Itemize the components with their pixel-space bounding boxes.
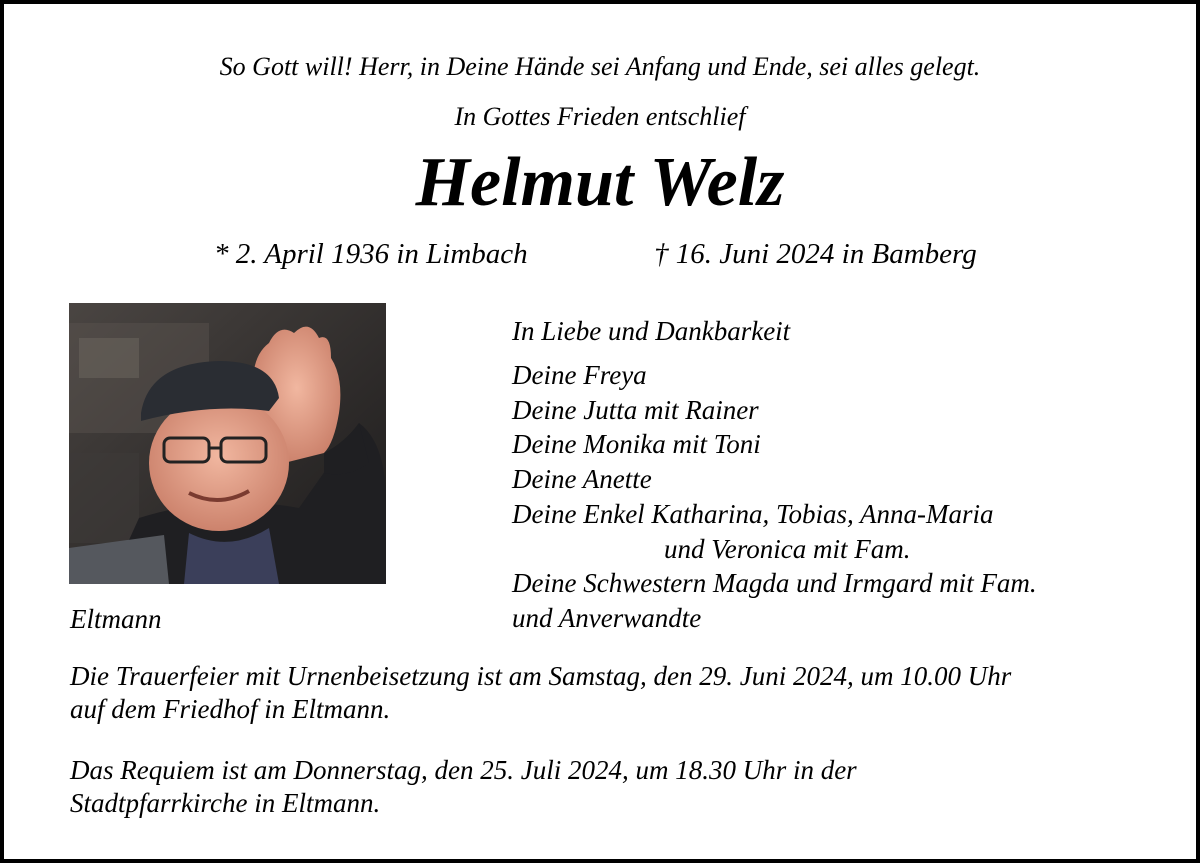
requiem-line: Das Requiem ist am Donnerstag, den 25. Juli 2024, um 18.30 Uhr in der xyxy=(70,755,857,785)
mourner-line: Deine Jutta mit Rainer xyxy=(512,394,759,425)
funeral-info xyxy=(70,660,1170,726)
intro-text: In Gottes Frieden entschlief xyxy=(454,102,746,131)
funeral-line: auf dem Friedhof in Eltmann. xyxy=(70,694,391,724)
requiem-info xyxy=(70,754,1170,820)
funeral-line: Die Trauerfeier mit Urnenbeisetzung ist am Samstag, den 29. Juni 2024, um 10.00 Uhr xyxy=(70,661,1012,691)
mourner-line: Deine Schwestern Magda und Irmgard mit Fam. xyxy=(512,568,1037,599)
town-label: Eltmann xyxy=(70,604,162,634)
mourner-line: Deine Enkel Katharina, Tobias, Anna-Maria xyxy=(512,498,994,529)
mourner-line: und Veronica mit Fam. xyxy=(664,533,911,564)
motto-text: So Gott will! Herr, in Deine Hände sei Anfang und Ende, sei alles gelegt. xyxy=(219,52,981,81)
mourner-line: Deine Anette xyxy=(512,464,652,495)
death-date: † 16. Juni 2024 in Bamberg xyxy=(654,238,977,270)
birth-date: * 2. April 1936 in Limbach xyxy=(214,238,528,270)
deceased-name: Helmut Welz xyxy=(415,144,785,221)
mourners-list xyxy=(512,314,1037,636)
portrait-photo-icon xyxy=(69,303,386,584)
requiem-line: Stadtpfarrkirche in Eltmann. xyxy=(70,788,381,818)
portrait-photo xyxy=(69,303,386,584)
mourner-line: Deine Freya xyxy=(512,360,647,390)
thanks-heading: In Liebe und Dankbarkeit xyxy=(512,316,791,346)
mourner-line: und Anverwandte xyxy=(512,602,702,633)
mourner-line: Deine Monika mit Toni xyxy=(512,429,761,460)
